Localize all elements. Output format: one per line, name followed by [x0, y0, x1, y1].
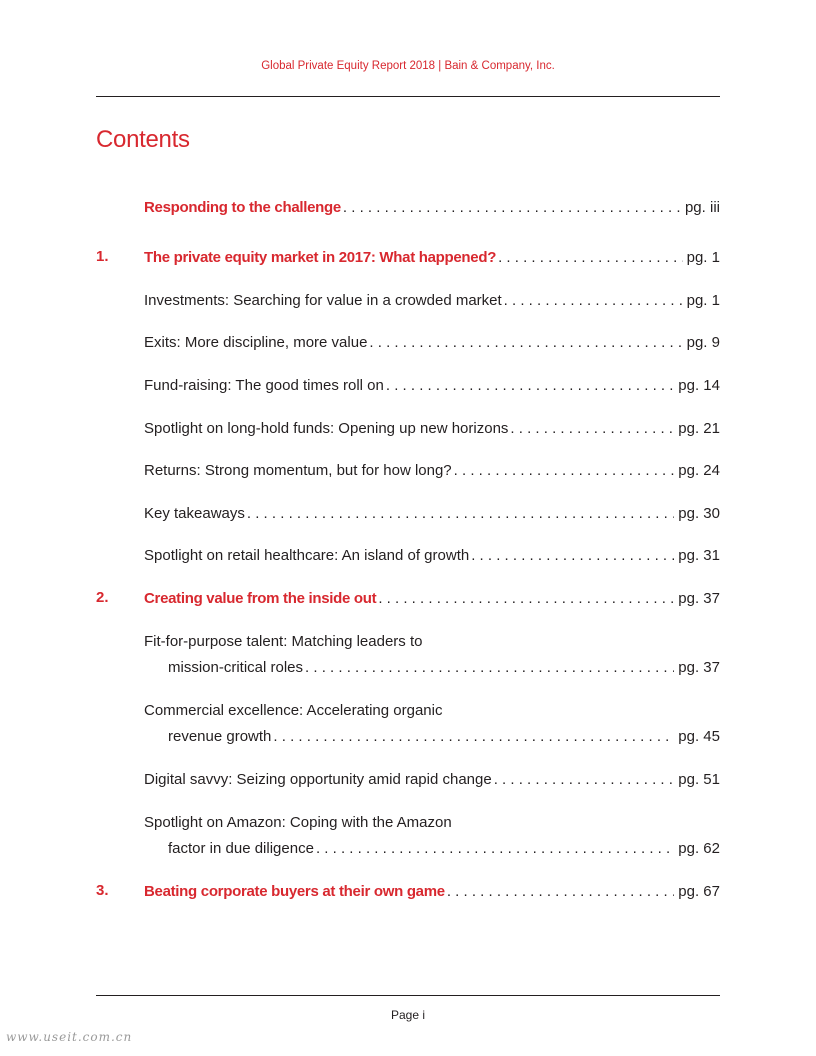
watermark: www.useit.com.cn [6, 1030, 133, 1044]
toc-page-number: pg. 14 [678, 377, 720, 394]
header-rule [96, 96, 720, 97]
toc-entry-title: revenue growth [168, 728, 272, 745]
footer-rule [96, 995, 720, 996]
toc-leader-dots [247, 504, 674, 524]
toc-entry-title: Digital savvy: Seizing opportunity amid rapid change [144, 771, 492, 788]
toc-entry-line [168, 727, 720, 747]
toc-page-number: pg. 67 [678, 883, 720, 900]
toc-entry-line [144, 882, 720, 902]
toc-page-number: pg. 51 [678, 771, 720, 788]
toc-leader-dots [305, 658, 674, 678]
toc-entry-title: Fund-raising: The good times roll on [144, 377, 384, 394]
toc-page-number: pg. 45 [678, 728, 720, 745]
toc-leader-dots [454, 461, 675, 481]
toc-leader-dots [471, 546, 674, 566]
toc-leader-dots [510, 419, 674, 439]
toc-page-number: pg. 1 [686, 292, 720, 309]
running-head: Global Private Equity Report 2018 | Bain & Company, Inc. [261, 60, 555, 72]
toc-leader-dots [494, 770, 675, 790]
toc-page-number: pg. 37 [678, 659, 720, 676]
toc-entry-line [144, 198, 720, 218]
toc-section-number: 1. [96, 248, 109, 265]
toc-entry-title: Beating corporate buyers at their own game [144, 883, 445, 900]
toc-entry-line [168, 839, 720, 859]
toc-leader-dots [386, 376, 674, 396]
toc-entry-line [144, 376, 720, 396]
toc-entry-title: The private equity market in 2017: What happened? [144, 249, 497, 266]
toc-entry-title: Spotlight on retail healthcare: An island of growth [144, 547, 470, 564]
toc-page-number: pg. 62 [678, 840, 720, 857]
toc-page-number: pg. 30 [678, 505, 720, 522]
toc-entry-title: Returns: Strong momentum, but for how long? [144, 462, 452, 479]
toc-entry-line [144, 504, 720, 524]
toc-page-number: pg. 24 [678, 462, 720, 479]
toc-entry-line [144, 333, 720, 353]
toc-entry-title: Exits: More discipline, more value [144, 334, 368, 351]
toc-leader-dots [504, 291, 683, 311]
toc-leader-dots [369, 333, 682, 353]
page-title: Contents [96, 126, 190, 153]
toc-leader-dots [378, 589, 674, 609]
toc-entry-title: factor in due diligence [168, 840, 314, 857]
toc-entry-title-line1: Fit-for-purpose talent: Matching leaders to [144, 633, 423, 650]
toc-entry-line [144, 248, 720, 268]
toc-leader-dots [498, 248, 683, 268]
toc-entry-line [144, 419, 720, 439]
toc-entry-title: Investments: Searching for value in a crowded market [144, 292, 502, 309]
toc-page-number: pg. 21 [678, 420, 720, 437]
toc-leader-dots [316, 839, 674, 859]
page-number: Page i [390, 1008, 426, 1022]
toc-entry-title: Key takeaways [144, 505, 245, 522]
toc-entry-line [144, 589, 720, 609]
toc-leader-dots [343, 198, 681, 218]
toc-entry-line [144, 546, 720, 566]
toc-page-number: pg. 1 [686, 249, 720, 266]
toc-section-number: 3. [96, 882, 109, 899]
toc-entry-title: Creating value from the inside out [144, 590, 377, 607]
toc-entry-title: Responding to the challenge [144, 199, 341, 216]
toc-entry-line [144, 461, 720, 481]
toc-entry-title: mission-critical roles [168, 659, 304, 676]
toc-page-number: pg. 31 [678, 547, 720, 564]
toc-entry-title: Spotlight on long-hold funds: Opening up new horizons [144, 420, 509, 437]
toc-entry-title-line1: Commercial excellence: Accelerating organic [144, 702, 443, 719]
toc-entry-line [144, 291, 720, 311]
toc-section-number: 2. [96, 589, 109, 606]
toc-entry-line [168, 658, 720, 678]
toc-page-number: pg. 37 [678, 590, 720, 607]
toc-leader-dots [447, 882, 674, 902]
toc-entry-title-line1: Spotlight on Amazon: Coping with the Amazon [144, 814, 452, 831]
toc-entry-line [144, 770, 720, 790]
toc-page-number: pg. iii [684, 199, 720, 216]
toc-leader-dots [273, 727, 674, 747]
toc-page-number: pg. 9 [686, 334, 720, 351]
